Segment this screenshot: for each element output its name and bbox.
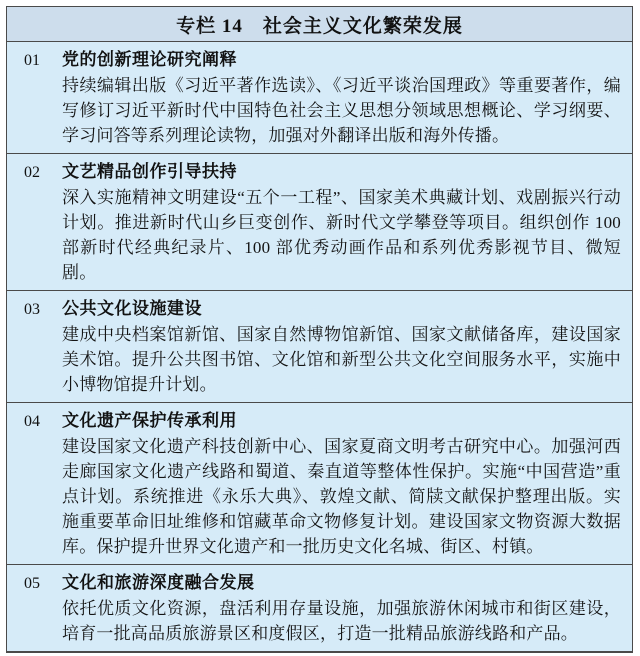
section-02: [7, 154, 632, 291]
section-05: [7, 565, 632, 651]
section-body: 依托优质文化资源，盘活利用存量设施，加强旅游休闲城市和街区建设，培育一批高品质旅游景区和度假区，打造一批精品旅游线路和产品。: [62, 599, 621, 643]
section-title: 文化遗产保护传承利用: [62, 411, 237, 430]
section-body: 建成中央档案馆新馆、国家自然博物馆新馆、国家文献储备库，建设国家美术馆。提升公共图书馆、文化馆和新型公共文化空间服务水平，实施中小博物馆提升计划。: [62, 325, 621, 394]
column-panel: [6, 6, 633, 653]
section-title: 公共文化设施建设: [62, 299, 202, 318]
section-number: 01: [24, 52, 40, 69]
section-body: 持续编辑出版《习近平著作选读》、《习近平谈治国理政》等重要著作，编写修订习近平新时代中国特色社会主义思想分领域思想概论、学习纲要、学习问答等系列理论读物，加强对外翻译出版和海外传播。: [62, 76, 621, 145]
section-03: [7, 291, 632, 403]
section-body: 建设国家文化遗产科技创新中心、国家夏商文明考古研究中心。加强河西走廊国家文化遗产线路和蜀道、秦直道等整体性保护。实施“中国营造”重点计划。系统推进《永乐大典》、敦煌文献、简牍文献保护整理出版。实施重要革命旧址维修和馆藏革命文物修复计划。建设国家文物资源大数据库。保护提升世界文化遗产和一批历史文化名城、街区、村镇。: [62, 437, 621, 556]
section-body: 深入实施精神文明建设“五个一工程”、国家美术典藏计划、戏剧振兴行动计划。推进新时代山乡巨变创作、新时代文学攀登等项目。组织创作 100 部新时代经典纪录片、100 部优秀动画作品和系列优秀影视节目、微短剧。: [62, 188, 621, 282]
panel-title: 专栏 14 社会主义文化繁荣发展: [176, 15, 463, 37]
section-head: [24, 47, 621, 73]
section-04: [7, 403, 632, 565]
panel-header: [7, 7, 632, 42]
section-01: [7, 42, 632, 154]
section-title: 文化和旅游深度融合发展: [62, 573, 255, 592]
section-head: [24, 570, 621, 596]
section-title: 文艺精品创作引导扶持: [62, 162, 237, 181]
section-head: [24, 159, 621, 185]
section-title: 党的创新理论研究阐释: [62, 50, 237, 69]
section-number: 04: [24, 413, 40, 430]
section-head: [24, 296, 621, 322]
section-number: 02: [24, 164, 40, 181]
section-head: [24, 408, 621, 434]
section-number: 03: [24, 301, 40, 318]
section-number: 05: [24, 575, 40, 592]
